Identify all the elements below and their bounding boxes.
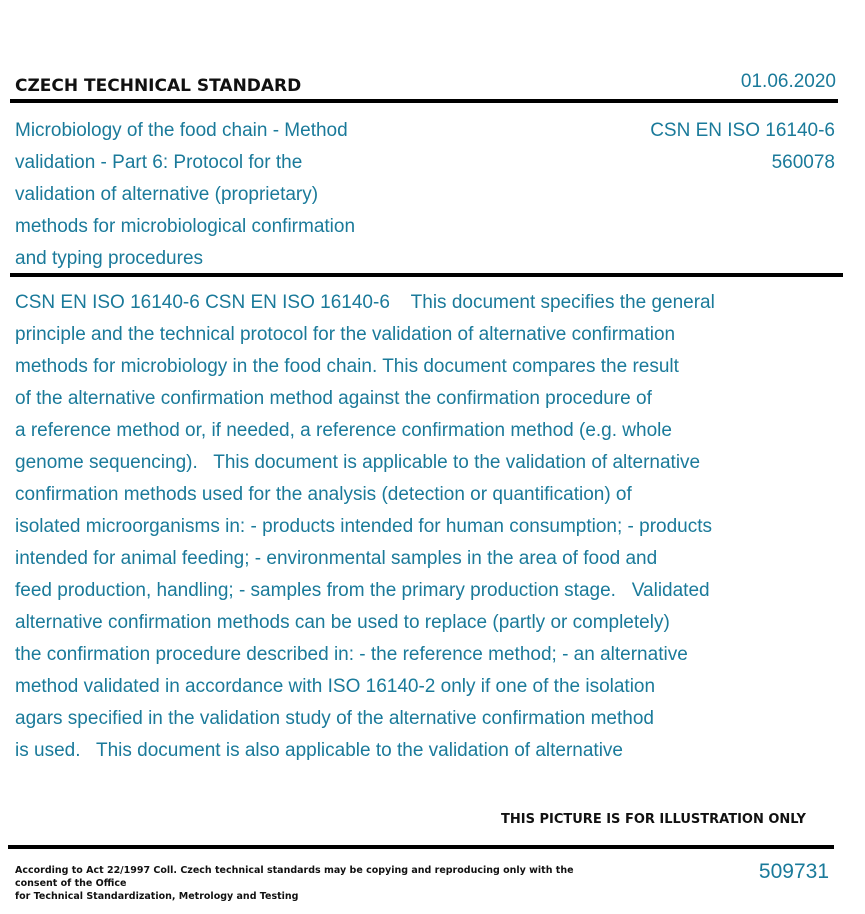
abstract-line: method validated in accordance with ISO 16140-2 only if one of the isolation [15,676,656,697]
document-number: 509731 [758,860,829,883]
abstract-line: genome sequencing). This document is applicable to the validation of alternative [15,452,701,473]
abstract-line: the confirmation procedure described in: - the reference method; - an alternative [15,644,688,665]
abstract-line: methods for microbiology in the food chain. This document compares the result [15,356,679,377]
abstract-line: intended for animal feeding; - environmental samples in the area of food and [15,548,658,569]
copyright-notice [15,864,595,903]
abstract-line: principle and the technical protocol for the validation of alternative confirmation [15,324,676,345]
illustration-note: THIS PICTURE IS FOR ILLUSTRATION ONLY [501,812,806,827]
title-line: methods for microbiological confirmation [15,216,356,237]
catalog-number: 560078 [771,152,835,173]
header-divider [10,99,838,103]
standard-type-label: CZECH TECHNICAL STANDARD [15,76,302,96]
abstract-line: CSN EN ISO 16140-6 CSN EN ISO 16140-6 This document specifies the general [15,292,715,313]
document-title [15,115,415,275]
abstract-line: isolated microorganisms in: - products intended for human consumption; - products [15,516,713,537]
standard-code: CSN EN ISO 16140-6 [650,120,835,141]
title-line: validation of alternative (proprietary) [15,184,319,205]
standard-codes [650,115,835,179]
copyright-line: for Technical Standardization, Metrology and Testing [15,891,299,902]
publication-date: 01.06.2020 [740,71,836,92]
title-divider [10,273,843,277]
title-line: validation - Part 6: Protocol for the [15,152,303,173]
title-line: Microbiology of the food chain - Method [15,120,348,141]
abstract-line: alternative confirmation methods can be used to replace (partly or completely) [15,612,670,633]
abstract-line: agars specified in the validation study of the alternative confirmation method [15,708,654,729]
title-line: and typing procedures [15,248,204,269]
footer-divider [8,845,834,849]
abstract-text [15,287,845,767]
copyright-line: According to Act 22/1997 Coll. Czech technical standards may be copying and reproducing only with the consent of the Office [15,865,574,889]
abstract-line: a reference method or, if needed, a reference confirmation method (e.g. whole [15,420,672,441]
abstract-line: confirmation methods used for the analysis (detection or quantification) of [15,484,632,505]
abstract-line: is used. This document is also applicable to the validation of alternative [15,740,623,761]
abstract-line: feed production, handling; - samples from the primary production stage. Validated [15,580,710,601]
abstract-line: of the alternative confirmation method against the confirmation procedure of [15,388,652,409]
